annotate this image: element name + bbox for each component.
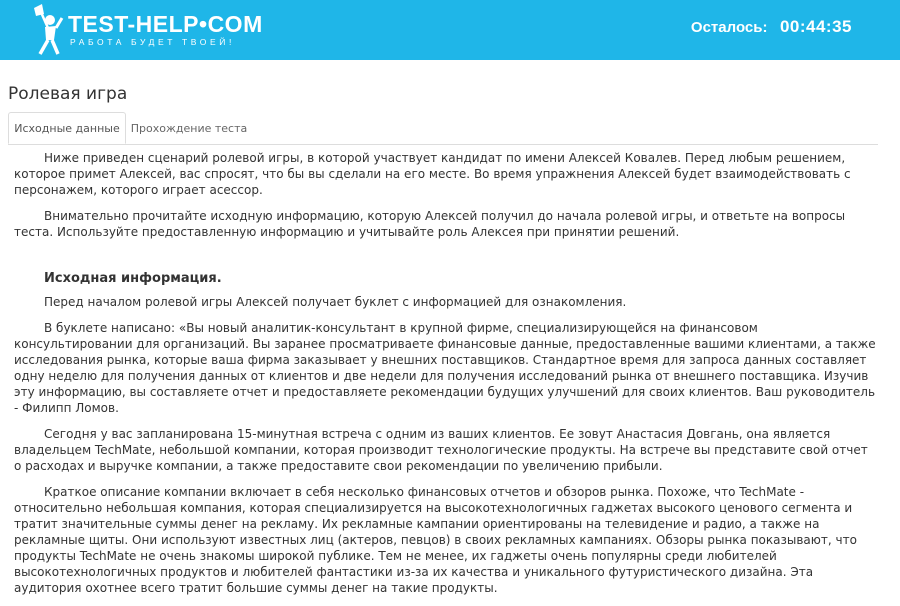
- logo-slogan: РАБОТА БУДЕТ ТВОЕЙ!: [70, 37, 235, 47]
- tab-source-data[interactable]: Исходные данные: [8, 112, 126, 144]
- site-logo[interactable]: [30, 0, 263, 60]
- body-paragraph: В буклете написано: «Вы новый аналитик-консультант в крупной фирме, специализирующейся на финансовом консультировании для организаций. Вы заранее просматриваете финансовые данные, предоставленные вашими клиентами, а также исследования рынка, которые ваша фирма заказывает у внешних поставщиков. Стандартное время для запроса данных составляет одну неделю для получения данных от клиентов и две недели для получения исследований рынка от внешнего поставщика. Изучив эту информацию, вы составляете отчет и предоставляете рекомендации будущих улучшений для своих клиентов. Ваш руководитель - Филипп Ломов.: [14, 321, 876, 415]
- intro-paragraph: Внимательно прочитайте исходную информацию, которую Алексей получил до начала ролевой игры, и ответьте на вопросы теста. Используйте предоставленную информацию и учитывайте роль Алексея при принятии решений.: [14, 209, 846, 239]
- body-paragraph: Краткое описание компании включает в себя несколько финансовых отчетов и обзоров рынка. Похоже, что TechMate - относительно небольшая компания, которая специализируется на высокотехнологичных гаджетах высокого ценового сегмента и тратит значительные суммы денег на рекламу. Их рекламные кампании ориентированы на телевидение и радио, а также на рекламные щиты. Они используют известных лиц (актеров, певцов) в своих рекламных кампаниях. Обзоры рынка показывают, что продукты TechMate не очень знакомы широкой публике. Тем не менее, их гаджеты очень популярны среди любителей высокотехнологичных продуктов и любителей фантастики из-за их качества и уникального футуристического дизайна. Эта аудитория охотнее всего тратит большие суммы денег на такие продукты.: [14, 485, 857, 595]
- running-person-with-flag-icon: [30, 2, 64, 58]
- logo-text: [68, 12, 263, 48]
- tab-take-test[interactable]: Прохождение теста: [130, 121, 248, 135]
- top-header: [0, 0, 900, 60]
- timer-label: Осталось:: [690, 19, 768, 36]
- section-heading: Исходная информация.: [44, 271, 222, 286]
- logo-main-text: TEST-HELP•COM: [68, 11, 263, 37]
- body-paragraph: Сегодня у вас запланирована 15-минутная встреча с одним из ваших клиентов. Ее зовут Анастасия Довгань, она является владельцем TechMate, небольшой компании, которая производит технологические продукты. На встрече вы представите свой отчет о расходах и выручке компании, а также предоставите свои рекомендации по увеличению прибыли.: [14, 427, 868, 473]
- body-paragraph: Перед началом ролевой игры Алексей получает буклет с информацией для ознакомления.: [44, 295, 627, 309]
- page-title: Ролевая игра: [8, 84, 128, 104]
- timer-value: 00:44:35: [779, 17, 852, 36]
- countdown-timer: [691, 17, 852, 37]
- tab-content: [14, 150, 876, 606]
- intro-paragraph: Ниже приведен сценарий ролевой игры, в которой участвует кандидат по имени Алексей Ковалев. Перед любым решением, которое примет Алексей, вас спросят, что бы вы сделали на его месте. Во время упражнения Алексей будет взаимодействовать с персонажем, которого играет асессор.: [14, 151, 851, 197]
- tab-bar: [8, 112, 878, 145]
